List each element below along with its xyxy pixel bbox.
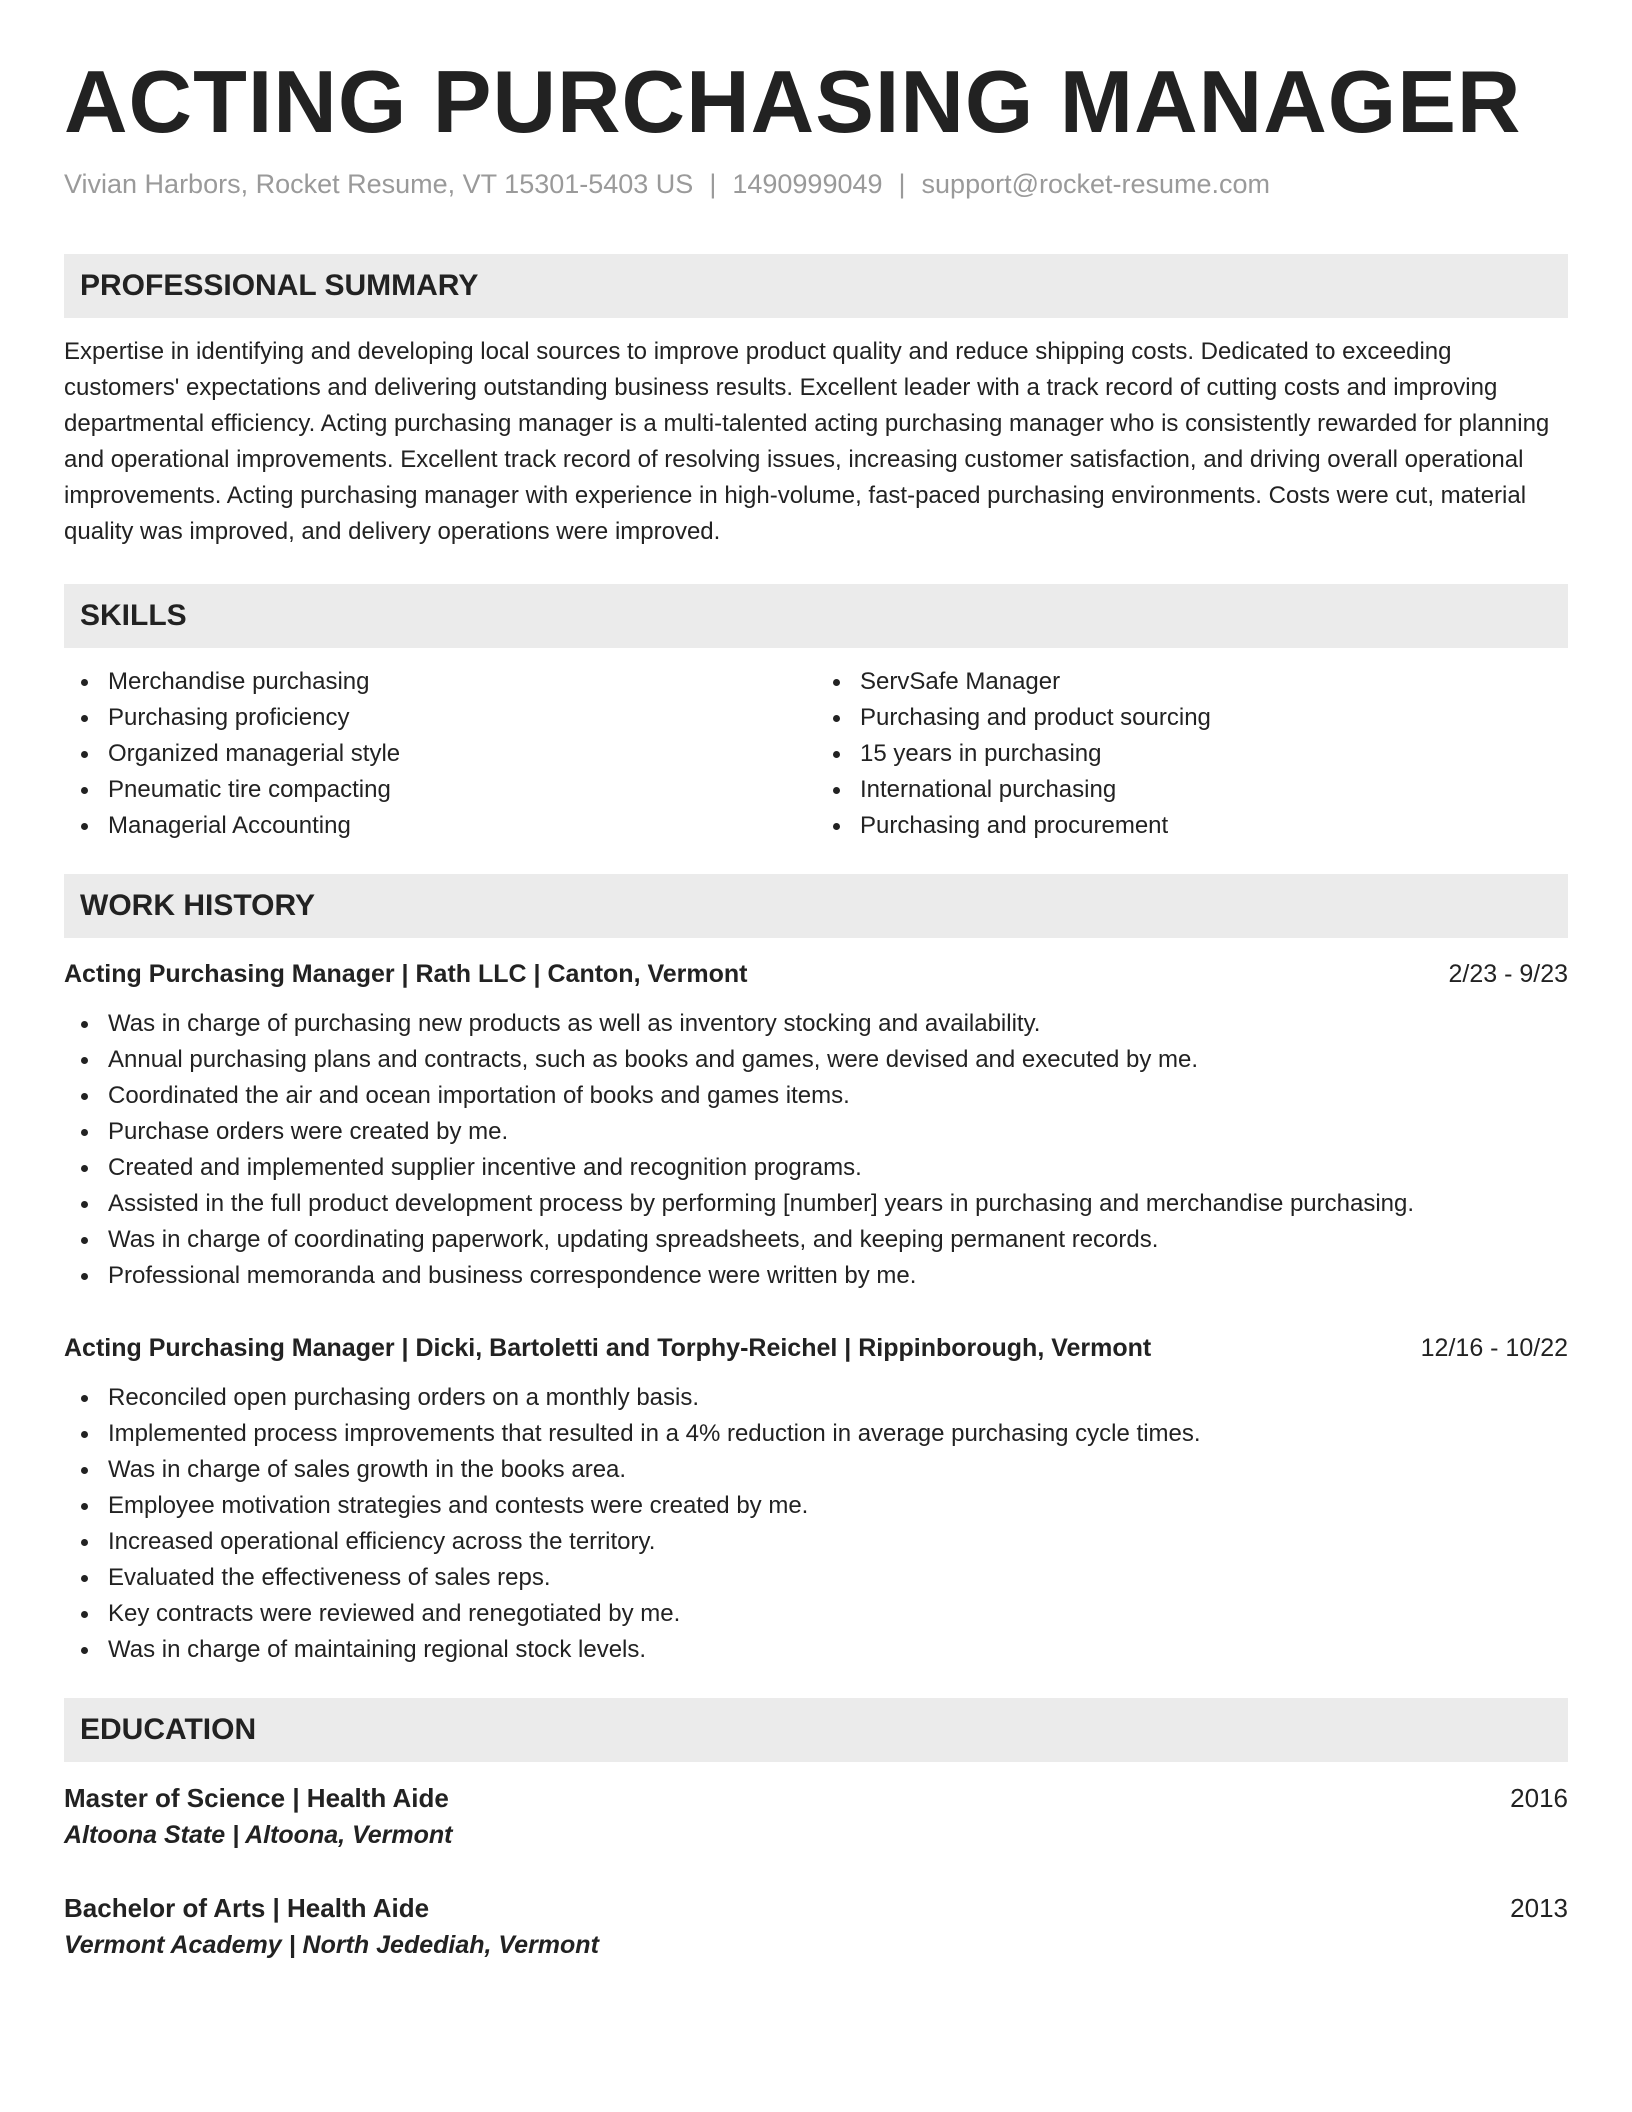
skill-item: Merchandise purchasing [64,664,816,700]
job-bullet: Purchase orders were created by me. [64,1114,1568,1150]
work-history-heading: WORK HISTORY [64,874,1568,938]
skill-item: Purchasing and product sourcing [816,700,1568,736]
skill-item: International purchasing [816,772,1568,808]
skill-item: ServSafe Manager [816,664,1568,700]
job-bullet: Professional memoranda and business correspondence were written by me. [64,1258,1568,1294]
skill-item: Purchasing proficiency [64,700,816,736]
job-header [64,956,1568,992]
contact-phone: 1490999049 [732,169,883,199]
job-bullet: Increased operational efficiency across the territory. [64,1524,1568,1560]
job-bullet: Key contracts were reviewed and renegotiated by me. [64,1596,1568,1632]
education-year: 2016 [1510,1783,1568,1813]
skill-item: 15 years in purchasing [816,736,1568,772]
education-heading: EDUCATION [64,1698,1568,1762]
job-bullet: Was in charge of coordinating paperwork, updating spreadsheets, and keeping permanent records. [64,1222,1568,1258]
skill-item: Purchasing and procurement [816,808,1568,844]
job-entry [64,956,1568,1294]
job-bullet: Employee motivation strategies and contests were created by me. [64,1488,1568,1524]
job-bullet: Was in charge of purchasing new products as well as inventory stocking and availability. [64,1006,1568,1042]
skill-item: Organized managerial style [64,736,816,772]
education-header [64,1890,1568,1927]
education-degree: Master of Science | Health Aide [64,1783,449,1813]
job-bullets [64,1006,1568,1294]
job-header [64,1330,1568,1366]
skills-column-left [64,664,816,844]
job-bullets [64,1380,1568,1668]
job-title: Acting Purchasing Manager | Rath LLC | Canton, Vermont [64,960,748,988]
education-header [64,1780,1568,1817]
contact-separator: | [709,169,717,199]
skill-item: Managerial Accounting [64,808,816,844]
job-bullet: Assisted in the full product development process by performing [number] years in purchasing and merchandise purchasing. [64,1186,1568,1222]
job-title: Acting Purchasing Manager | Dicki, Bartoletti and Torphy-Reichel | Rippinborough, Vermont [64,1334,1152,1362]
skills-heading: SKILLS [64,584,1568,648]
job-bullet: Created and implemented supplier incentive and recognition programs. [64,1150,1568,1186]
contact-email: support@rocket-resume.com [921,169,1271,199]
job-entry [64,1330,1568,1668]
education-school: Vermont Academy | North Jedediah, Vermont [64,1931,599,1959]
job-bullet: Implemented process improvements that resulted in a 4% reduction in average purchasing cycle times. [64,1416,1568,1452]
job-bullet: Was in charge of sales growth in the books area. [64,1452,1568,1488]
job-bullet: Coordinated the air and ocean importation of books and games items. [64,1078,1568,1114]
education-degree: Bachelor of Arts | Health Aide [64,1893,430,1923]
education-school: Altoona State | Altoona, Vermont [64,1821,453,1849]
job-dates: 12/16 - 10/22 [1420,1334,1568,1362]
summary-heading: PROFESSIONAL SUMMARY [64,254,1568,318]
job-bullet: Was in charge of maintaining regional stock levels. [64,1632,1568,1668]
contact-address: Vivian Harbors, Rocket Resume, VT 15301-5403 US [64,169,694,199]
education-entry [64,1780,1568,1854]
skills-column-right [816,664,1568,844]
contact-line [64,166,1568,202]
job-bullet: Annual purchasing plans and contracts, such as books and games, were devised and executed by me. [64,1042,1568,1078]
summary-text: Expertise in identifying and developing local sources to improve product quality and reduce shipping costs. Dedicated to exceeding customers' expectations and delivering outstanding business results. Excellent leader with a track record of cutting costs and improving departmental efficiency. Acting purchasing manager is a multi-talented acting purchasing manager who is consistently rewarded for planning and operational improvements. Excellent track record of resolving issues, increasing customer satisfaction, and driving overall operational improvements. Acting purchasing manager with experience in high-volume, fast-paced purchasing environments. Costs were cut, material quality was improved, and delivery operations were improved. [64,338,1550,545]
job-dates: 2/23 - 9/23 [1448,960,1568,988]
skills-list [64,664,1568,844]
skill-item: Pneumatic tire compacting [64,772,816,808]
education-entry [64,1890,1568,1964]
job-bullet: Evaluated the effectiveness of sales reps. [64,1560,1568,1596]
job-bullet: Reconciled open purchasing orders on a monthly basis. [64,1380,1568,1416]
resume-title: ACTING PURCHASING MANAGER [64,52,1522,151]
contact-separator: | [898,169,906,199]
education-year: 2013 [1510,1893,1568,1923]
